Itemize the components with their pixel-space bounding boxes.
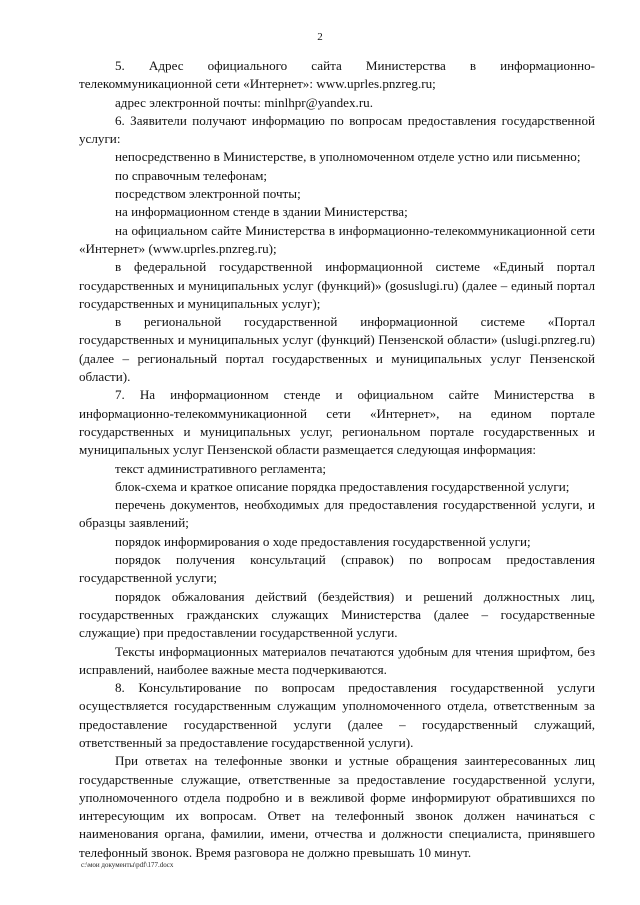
list-item: перечень документов, необходимых для предоставления государственной услуги, и образцы заявлений;	[79, 497, 595, 531]
list-item: на официальном сайте Министерства в информационно-телекоммуникационной сети «Интернет» (www.uprles.pnzreg.ru);	[79, 222, 595, 256]
paragraph-5-website: 5. Адрес официального сайта Министерства в информационно-телекоммуникационной сети «Интернет»: www.uprles.pnzreg.ru;	[79, 58, 595, 92]
list-item: на информационном стенде в здании Министерства;	[115, 204, 408, 220]
file-path-footer: c:\мои документы\pdf\177.docx	[81, 861, 174, 869]
paragraph-email: адрес электронной почты: minlhpr@yandex.ru.	[115, 94, 373, 110]
list-item: по справочным телефонам;	[115, 167, 268, 183]
list-item: порядок информирования о ходе предоставления государственной услуги;	[115, 533, 531, 549]
paragraph-6-intro: 6. Заявители получают информацию по вопросам предоставления государственной услуги:	[79, 112, 595, 147]
paragraph-materials: Тексты информационных материалов печатаются удобным для чтения шрифтом, без исправлений, наиболее важные места подчеркиваются.	[79, 643, 595, 677]
list-item: в федеральной государственной информационной системе «Единый портал государственных и муниципальных услуг (функций)» (gosuslugi.ru) (далее – единый портал государственных и муниципальных услуг);	[79, 259, 595, 311]
list-item: в региональной государственной информационной системе «Портал государственных и муниципальных услуг (функций) Пензенской области» (uslugi.pnzreg.ru) (далее – региональный портал государственных и муниципальных услуг Пензенской области).	[79, 314, 595, 385]
list-item: посредством электронной почты;	[115, 186, 301, 202]
page-number: 2	[317, 31, 323, 43]
paragraph-phone-calls: При ответах на телефонные звонки и устные обращения заинтересованных лиц государственные служащие, ответственные за предоставление государственной услуги, уполномоченного отдела подробно и в вежливой форме информируют обратившихся по интересующим их вопросам. Ответ на телефонный звонок должен начинаться с наименования органа, фамилии, имени, отчества и должности специалиста, принявшего телефонный звонок. Время разговора не должно превышать 10 минут.	[79, 753, 595, 860]
list-item: текст административного регламента;	[115, 460, 327, 476]
list-item: порядок обжалования действий (бездействия) и решений должностных лиц, государственных гражданских служащих Министерства (далее – государственные служащие) при предоставлении государственной услуги.	[79, 588, 595, 641]
list-item: непосредственно в Министерстве, в уполномоченном отделе устно или письменно;	[115, 149, 581, 165]
paragraph-7-intro: 7. На информационном стенде и официальном сайте Министерства в информационно-телекоммуникационной сети «Интернет», на едином портале государственных и муниципальных услуг, региональном портале государственных и муниципальных услуг Пензенской области размещается следующая информация:	[79, 387, 595, 458]
list-item: блок-схема и краткое описание порядка предоставления государственной услуги;	[115, 478, 570, 494]
list-item: порядок получения консультаций (справок) по вопросам предоставления государственной услуги;	[79, 552, 595, 586]
paragraph-8-consulting: 8. Консультирование по вопросам предоставления государственной услуги осуществляется государственным служащим уполномоченного отдела, ответственным за предоставление государственной услуги (далее – государственный служащий, ответственный за предоставление государственной услуги).	[79, 680, 595, 750]
document-body	[79, 57, 595, 862]
